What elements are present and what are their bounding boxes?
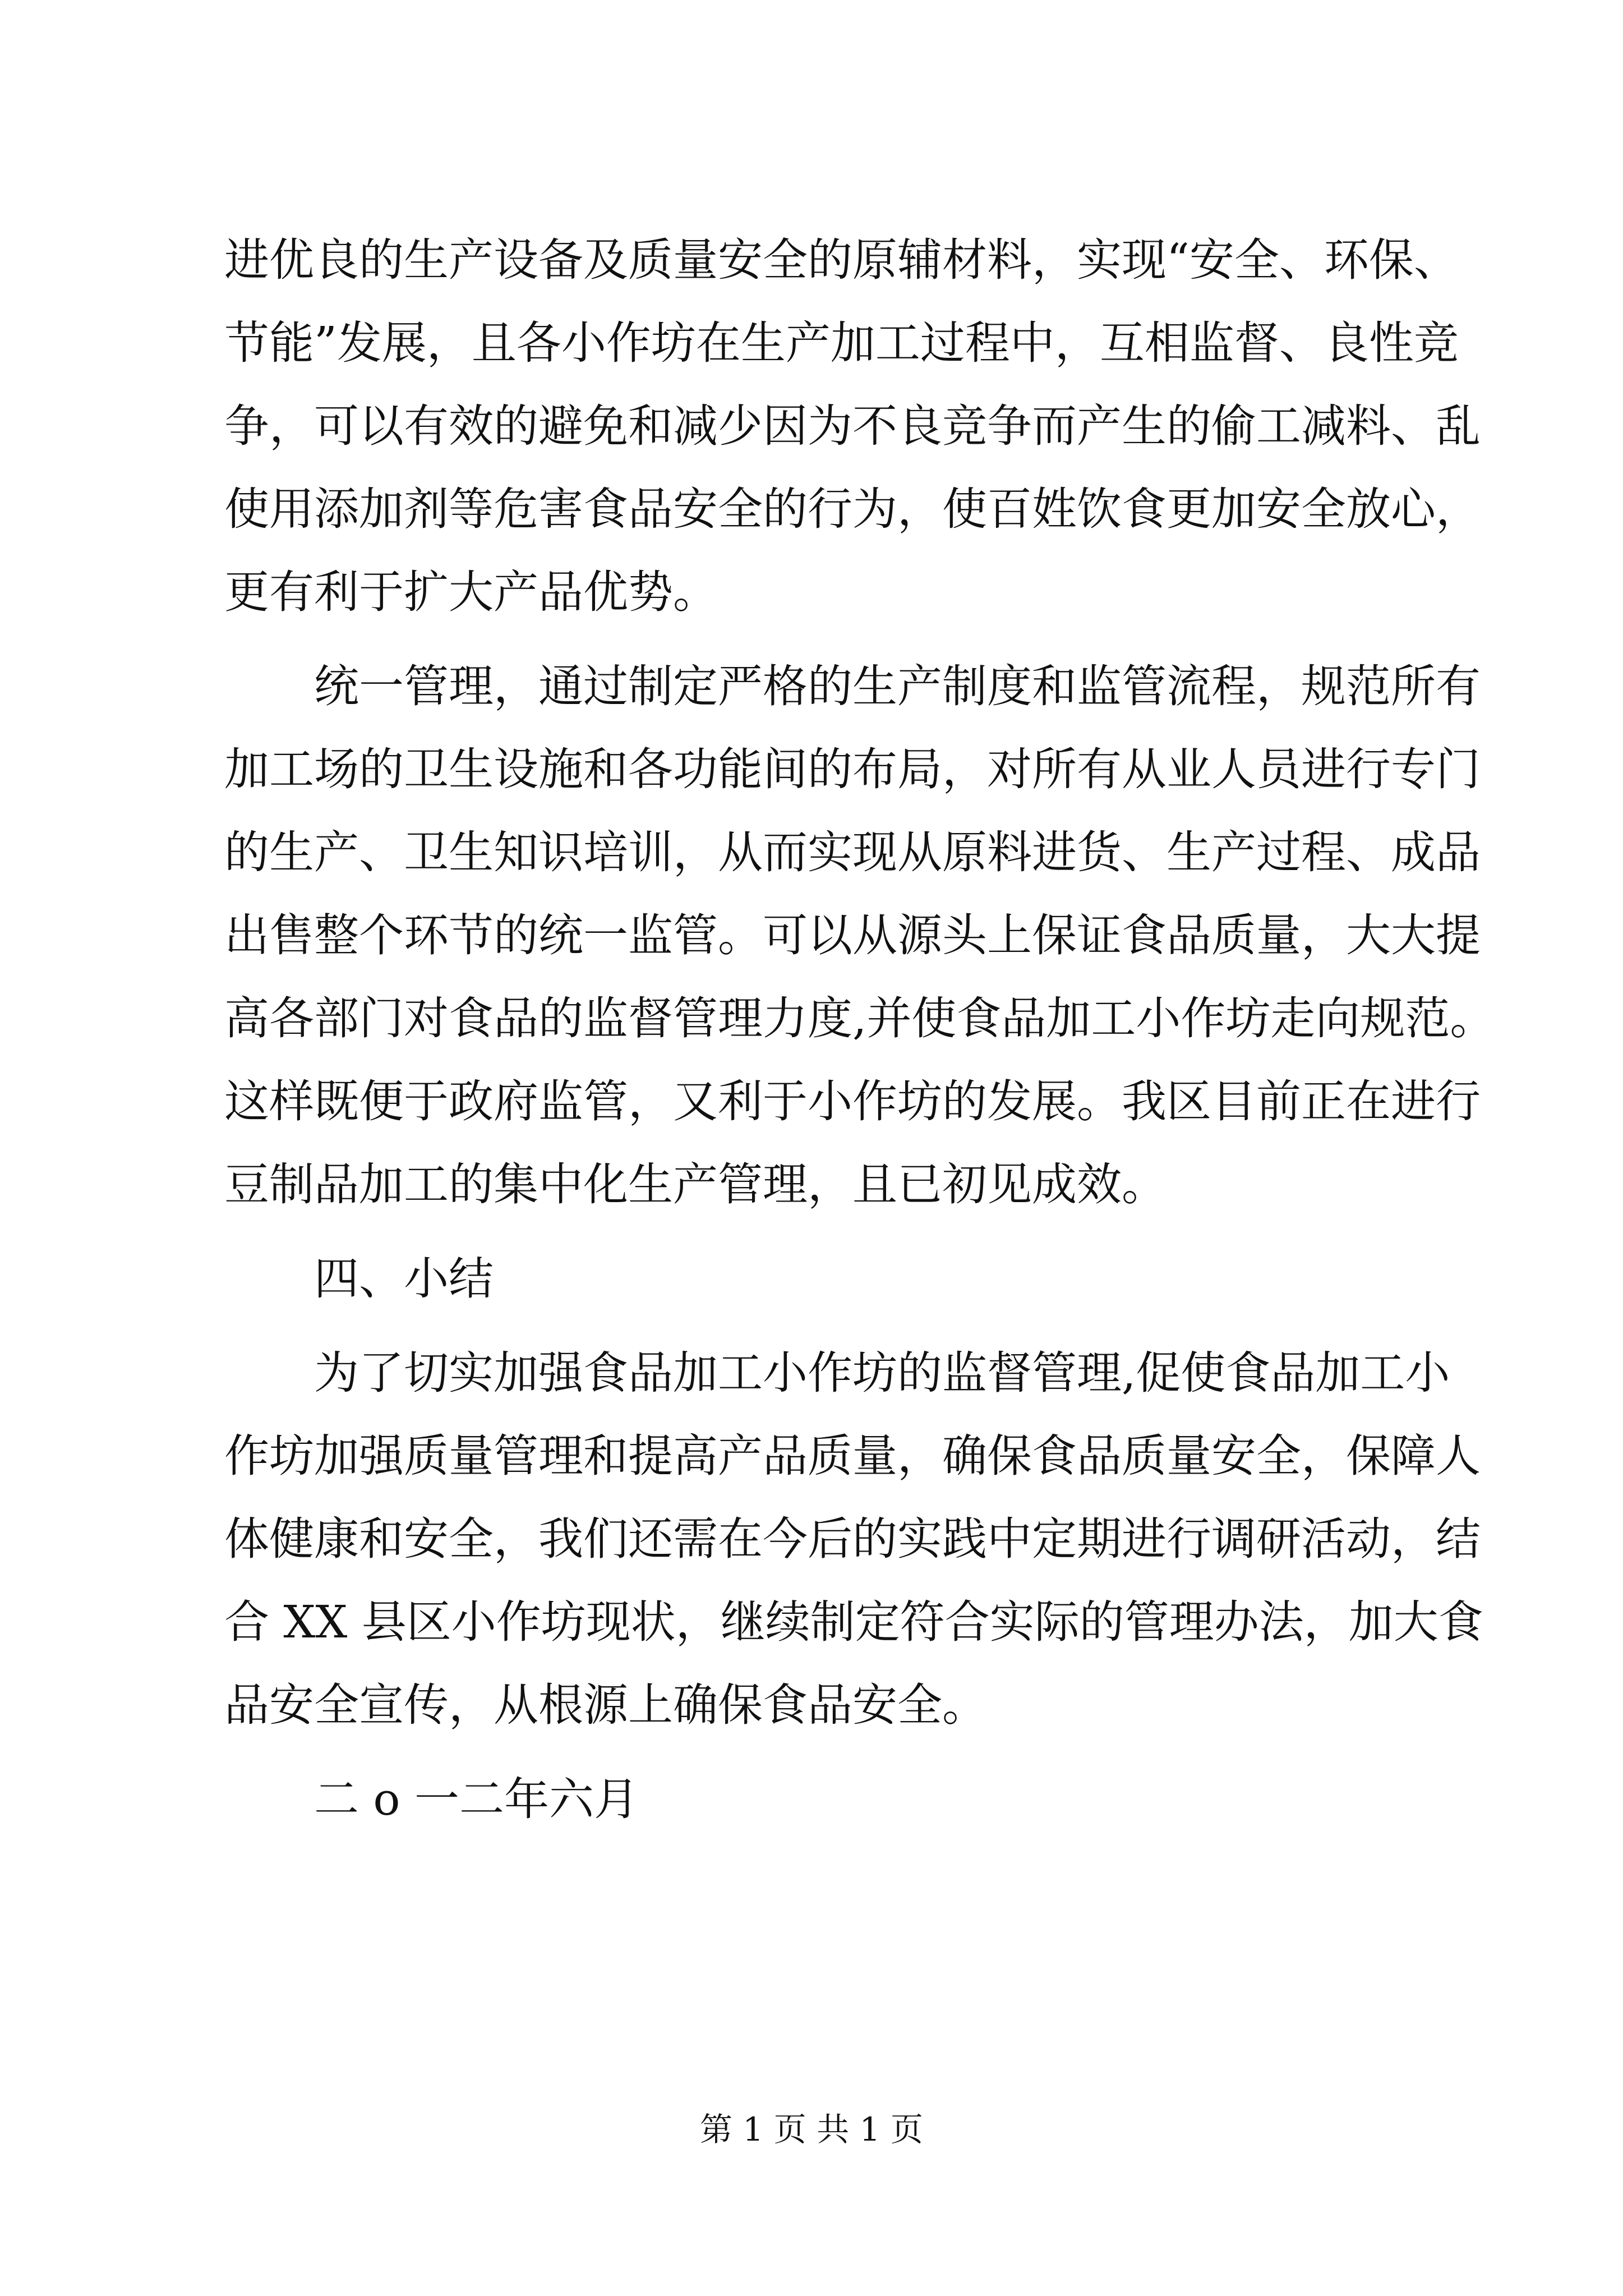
paragraph-3 [224, 1332, 1483, 1747]
paragraph-1 [224, 219, 1481, 634]
text-line: 加工场的卫生设施和各功能间的布局，对所有从业人员进行专门 [224, 743, 1481, 795]
page-number: 第 1 页 共 1 页 [700, 2110, 923, 2148]
paragraph-gap [224, 1320, 1424, 1332]
text-line: 品安全宣传，从根源上确保食品安全。 [224, 1679, 987, 1731]
paragraph-2 [224, 645, 1495, 1226]
text-line: 争，可以有效的避免和减少因为不良竞争而产生的偷工减料、乱 [224, 400, 1481, 452]
text-line: 高各部门对食品的监督管理力度,并使食品加工小作坊走向规范。 [224, 992, 1495, 1045]
paragraph-gap [224, 634, 1424, 645]
paragraph-gap [224, 1747, 1424, 1758]
paragraph-gap [224, 1226, 1424, 1237]
text-line: 节能”发展，且各小作坊在生产加工过程中，互相监督、良性竞 [224, 317, 1459, 369]
document-body [224, 219, 1495, 1841]
text-line: 为了切实加强食品加工小作坊的监督管理,促使食品加工小 [314, 1347, 1450, 1399]
page-footer [0, 2107, 1623, 2152]
text-line: 作坊加强质量管理和提高产品质量，确保食品质量安全，保障人 [224, 1430, 1481, 1482]
section-heading: 四、小结 [314, 1253, 494, 1305]
text-line: 豆制品加工的集中化生产管理，且已初见成效。 [224, 1158, 1166, 1211]
text-line: 更有利于扩大产品优势。 [224, 566, 718, 618]
text-line: 进优良的生产设备及质量安全的原辅材料，实现“安全、环保、 [224, 234, 1459, 286]
text-line: 合 XX 县区小作坊现状，继续制定符合实际的管理办法，加大食 [224, 1596, 1483, 1648]
text-line: 的生产、卫生知识培训，从而实现从原料进货、生产过程、成品 [224, 826, 1481, 878]
text-line: 体健康和安全，我们还需在今后的实践中定期进行调研活动，结 [224, 1513, 1481, 1565]
date-line: 二 o 一二年六月 [314, 1773, 639, 1825]
text-line: 使用添加剂等危害食品安全的行为，使百姓饮食更加安全放心， [224, 483, 1481, 535]
text-line: 这样既便于政府监管，又利于小作坊的发展。我区目前正在进行 [224, 1075, 1481, 1128]
text-line: 出售整个环节的统一监管。可以从源头上保证食品质量，大大提 [224, 909, 1481, 961]
text-line: 统一管理，通过制定严格的生产制度和监管流程，规范所有 [314, 660, 1481, 712]
